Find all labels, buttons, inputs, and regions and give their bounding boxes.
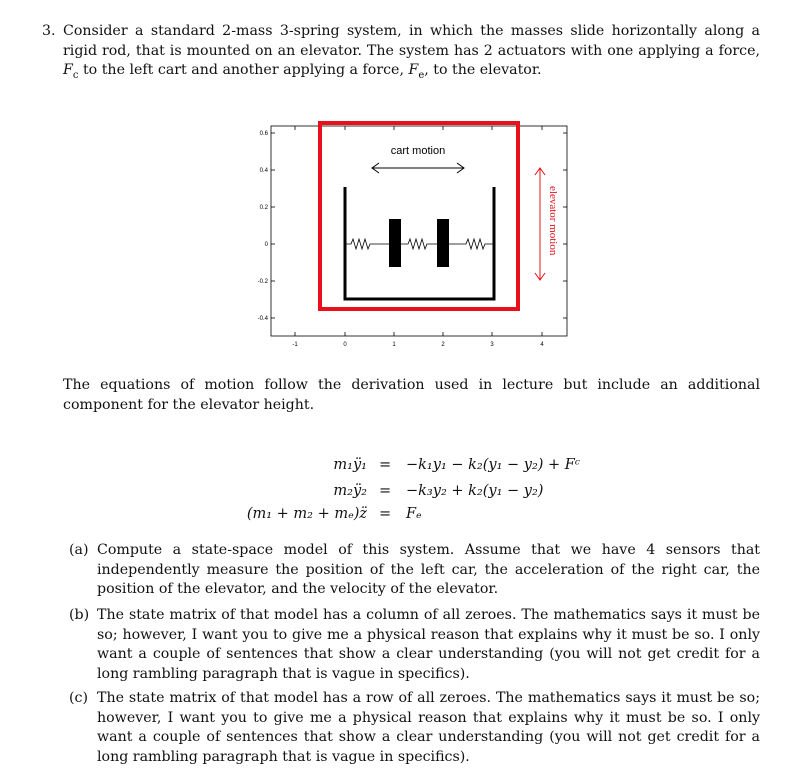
part-b	[69, 606, 760, 684]
elevator-motion-arrow	[535, 168, 545, 280]
equation-lhs: m₂ÿ₂	[333, 483, 367, 499]
force-c-subscript: c	[72, 70, 79, 82]
y-tick-label: 0.4	[259, 168, 268, 174]
x-tick-label: -1	[292, 342, 298, 348]
elevator-motion-label: elevator motion	[547, 186, 559, 256]
equation-lhs: (m₁ + m₂ + mₑ)z̈	[246, 506, 367, 522]
part-c	[69, 689, 760, 767]
x-tick-label: 0	[343, 342, 347, 348]
spring-right	[449, 239, 494, 249]
force-e-symbol: F	[408, 62, 419, 79]
spring-left	[345, 239, 389, 249]
equation-equals: =	[379, 457, 392, 473]
spring-middle	[401, 239, 437, 249]
x-tick-label: 3	[490, 342, 494, 348]
problem-statement	[42, 22, 760, 81]
cart-motion-label: cart motion	[390, 145, 446, 157]
cart-rail	[345, 187, 494, 299]
equation-rhs: −k₁y₁ − k₂(y₁ − y₂) + Fᶜ	[406, 457, 580, 473]
part-text: The state matrix of that model has a row of all zeroes. The mathematics says it must be so; however, I want you to give me a physical reason that explains why it must be so. I only want a couple of sentences that show a clear understanding (you will not get credit for a long rambling paragraph that is vague in specifics).	[97, 690, 760, 765]
part-label: (b)	[69, 607, 90, 623]
part-label: (a)	[69, 542, 89, 558]
part-a	[69, 541, 760, 600]
mass-right	[437, 219, 449, 267]
x-tick-label: 2	[441, 342, 445, 348]
x-tick-label: 1	[392, 342, 396, 348]
equation-row	[0, 483, 797, 503]
axes-box	[271, 126, 567, 336]
problem-number: 3.	[42, 23, 56, 39]
y-tick-label: 0.2	[259, 205, 268, 211]
equation-row	[0, 506, 797, 526]
problem-text-3: , to the elevator.	[424, 62, 542, 79]
y-tick-marks	[271, 133, 567, 318]
y-tick-label: -0.4	[257, 316, 268, 322]
force-c-symbol: F	[63, 62, 73, 79]
system-diagram	[248, 118, 578, 354]
x-tick-marks	[295, 126, 542, 336]
cart-motion-arrow	[372, 163, 464, 173]
mass-left	[389, 219, 401, 267]
force-e-subscript: e	[418, 70, 425, 82]
problem-text-1: Consider a standard 2-mass 3-spring system, in which the masses slide horizontally along a rigid rod, that is mounted on an elevator. The system has 2 actuators with one applying a force,	[63, 23, 760, 59]
y-tick-label: 0	[264, 242, 268, 248]
diagram-svg	[248, 118, 578, 350]
equations-of-motion	[0, 455, 797, 535]
problem-body	[63, 22, 760, 81]
equation-equals: =	[379, 483, 392, 499]
y-tick-label: -0.2	[257, 279, 268, 285]
part-label: (c)	[69, 690, 89, 706]
equation-row	[0, 457, 797, 477]
equation-rhs: −k₃y₂ + k₂(y₁ − y₂)	[406, 483, 544, 499]
equation-lhs: m₁ÿ₁	[333, 457, 367, 473]
y-tick-label: 0.6	[259, 131, 268, 137]
part-text: Compute a state-space model of this system. Assume that we have 4 sensors that independently measure the position of the left car, the acceleration of the right car, the position of the elevator, and the velocity of the elevator.	[97, 542, 760, 598]
equation-equals: =	[379, 506, 392, 522]
equation-rhs: Fₑ	[406, 506, 422, 522]
part-text: The state matrix of that model has a column of all zeroes. The mathematics says it must be so; however, I want you to give me a physical reason that explains why it must be so. I only want a couple of sentences that show a clear understanding (you will not get credit for a long rambling paragraph that is vague in specifics).	[97, 607, 760, 682]
x-tick-label: 4	[540, 342, 544, 348]
equations-intro: The equations of motion follow the derivation used in lecture but include an additional component for the elevator height.	[63, 377, 760, 413]
problem-text-2: to the left cart and another applying a force,	[78, 62, 409, 79]
